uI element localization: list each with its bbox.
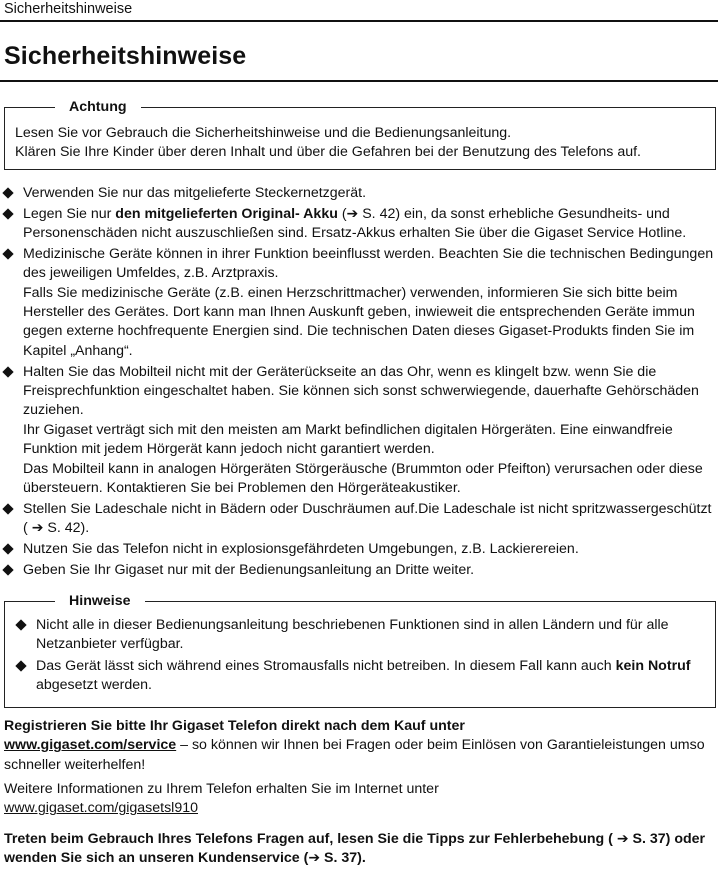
gigasetsl910-link[interactable]: www.gigaset.com/gigasetsl910 [4, 800, 198, 817]
title-rule [0, 80, 718, 82]
more-info-paragraph: Weitere Informationen zu Ihrem Telefon erhalten Sie im Internet unter www.gigaset.com/gigasetsl910 [4, 781, 439, 817]
arrow-right-icon: ➔ [308, 850, 321, 867]
diamond-bullet-icon [15, 619, 26, 630]
diamond-bullet-icon [2, 503, 13, 514]
registration-paragraph: Registrieren Sie bitte Ihr Gigaset Telefon direkt nach dem Kauf unter www.gigaset.com/service – so können wir Ihnen bei Fragen oder beim Einlösen von Garantieleistungen umso schneller weiterhelfen! [4, 718, 705, 773]
hinweise-list [13, 616, 708, 698]
service-link[interactable]: www.gigaset.com/service [4, 737, 177, 754]
header-rule [0, 20, 718, 22]
list-item: Legen Sie nur den mitgelieferten Original- Akku (➔ S. 42) ein, da sonst erhebliche Gesundheits- und Personenschäden nicht auszuschließen sind. Ersatz-Akkus erhalten Sie über die Gigaset Service Hotline. [0, 205, 718, 244]
achtung-text [15, 124, 707, 163]
diamond-bullet-icon [15, 660, 26, 671]
achtung-line-2: Klären Sie Ihre Kinder über deren Inhalt und über die Gefahren bei der Benutzung des Telefons auf. [15, 144, 641, 161]
diamond-bullet-icon [2, 564, 13, 575]
diamond-bullet-icon [2, 248, 13, 259]
running-header: Sicherheitshinweise [4, 1, 133, 17]
diamond-bullet-icon [2, 208, 13, 219]
achtung-box [4, 99, 716, 170]
safety-bullet-list [0, 184, 718, 581]
hinweise-label: Hinweise [55, 592, 145, 611]
list-item: Das Gerät lässt sich während eines Stromausfalls nicht betreiben. In diesem Fall kann auch kein Notruf abgesetzt werden. [13, 657, 708, 696]
list-item: Verwenden Sie nur das mitgelieferte Steckernetzgerät. [0, 184, 718, 203]
list-item: Medizinische Geräte können in ihrer Funktion beeinflusst werden. Beachten Sie die technischen Bedingungen des jeweiligen Umfeldes, z.B. Arztpraxis. Falls Sie medizinische Geräte (z.B. einen Herzschrittmacher) verwenden, informieren Sie sich bitte beim Hersteller des Gerätes. Dort kann man Ihnen Auskunft geben, inwieweit die entsprechenden Geräte immun gegen externe hochfrequente Energien sind. Die technischen Daten dieses Gigaset-Produkts finden Sie im Kapitel „Anhang“. [0, 245, 718, 361]
diamond-bullet-icon [2, 187, 13, 198]
diamond-bullet-icon [2, 366, 13, 377]
hinweise-box [4, 593, 716, 708]
final-note: Treten beim Gebrauch Ihres Telefons Fragen auf, lesen Sie die Tipps zur Fehlerbehebung ( ➔ S. 37) oder wenden Sie sich an unseren Kundenservice (➔ S. 37). [4, 831, 706, 867]
list-item: Halten Sie das Mobilteil nicht mit der Geräterückseite an das Ohr, wenn es klingelt bzw. wenn Sie die Freisprechfunktion eingeschaltet haben. Sie können sich sonst schwerwiegende, dauerhafte Gehörschäden zuziehen. Ihr Gigaset verträgt sich mit den meisten am Markt befindlichen digitalen Hörgeräten. Eine einwandfreie Funktion mit jedem Hörgerät kann jedoch nicht garantiert werden. Das Mobilteil kann in analogen Hörgeräten Störgeräusche (Brummton oder Pfeifton) verursachen oder diese übersteuern. Kontaktieren Sie bei Problemen den Hörgeräteakustiker. [0, 363, 718, 499]
list-item: Nicht alle in dieser Bedienungsanleitung beschriebenen Funktionen sind in allen Ländern und für alle Netzanbieter verfügbar. [13, 616, 708, 655]
diamond-bullet-icon [2, 543, 13, 554]
achtung-line-1: Lesen Sie vor Gebrauch die Sicherheitshinweise und die Bedienungsanleitung. [15, 125, 512, 141]
arrow-right-icon: ➔ [616, 831, 629, 847]
page-title: Sicherheitshinweise [4, 42, 247, 70]
achtung-label: Achtung [55, 98, 141, 117]
arrow-right-icon: ➔ [346, 205, 359, 222]
list-item: Stellen Sie Ladeschale nicht in Bädern oder Duschräumen auf.Die Ladeschale ist nicht spritzwassergeschützt ( ➔ S. 42). [0, 500, 718, 539]
arrow-right-icon: ➔ [31, 520, 44, 537]
list-item: Geben Sie Ihr Gigaset nur mit der Bedienungsanleitung an Dritte weiter. [0, 561, 718, 580]
list-item: Nutzen Sie das Telefon nicht in explosionsgefährdeten Umgebungen, z.B. Lackierereien. [0, 540, 718, 559]
